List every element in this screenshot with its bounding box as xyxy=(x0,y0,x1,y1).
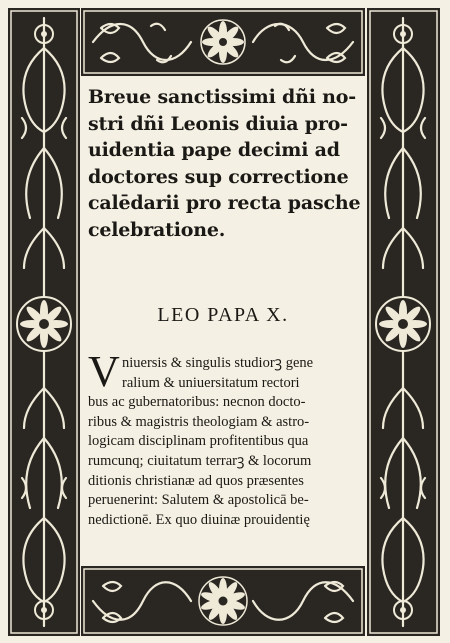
body-line: rumcunq; ciuitatum terrarꝫ & locorum xyxy=(88,452,312,469)
body-line: peruenerint: Salutem & apostolicā be- xyxy=(88,492,309,509)
drop-cap: V xyxy=(88,347,120,396)
body-line: niuersis & singulis studiorꝫ gene xyxy=(122,355,314,371)
left-rosette-icon xyxy=(17,297,71,351)
right-ornamental-border xyxy=(367,8,440,636)
body-line: ditionis christianæ ad quos præsentes xyxy=(88,472,304,489)
section-heading: LEO PAPA X. xyxy=(157,304,289,326)
top-ornamental-border xyxy=(81,8,365,76)
top-rosette-icon xyxy=(201,20,245,64)
body-line: ralium & uniuersitatum rectori xyxy=(122,374,300,391)
bottom-ornamental-border xyxy=(81,566,365,636)
title-line: Breue sanctissimi dñi no- xyxy=(88,86,356,108)
body-line: nedictionē. Ex quo diuinæ prouidentię xyxy=(88,511,310,528)
right-rosette-icon xyxy=(376,297,430,351)
title-line: stri dñi Leonis diuia pro- xyxy=(88,112,348,135)
body-line: bus ac gubernatoribus: necnon docto- xyxy=(88,394,306,411)
title-block xyxy=(88,84,370,243)
body-line: ribus & magistris theologiam & astro- xyxy=(88,413,310,430)
title-line: celebratione. xyxy=(88,218,226,241)
body-text xyxy=(88,347,370,530)
left-ornamental-border xyxy=(8,8,80,636)
title-line: uidentia pape decimi ad xyxy=(88,139,340,161)
title-line: calēdarii pro recta pasche xyxy=(88,192,361,214)
title-line: doctores sup correctione xyxy=(88,165,349,188)
body-line: logicam disciplinam profitentibus qua xyxy=(88,433,309,450)
